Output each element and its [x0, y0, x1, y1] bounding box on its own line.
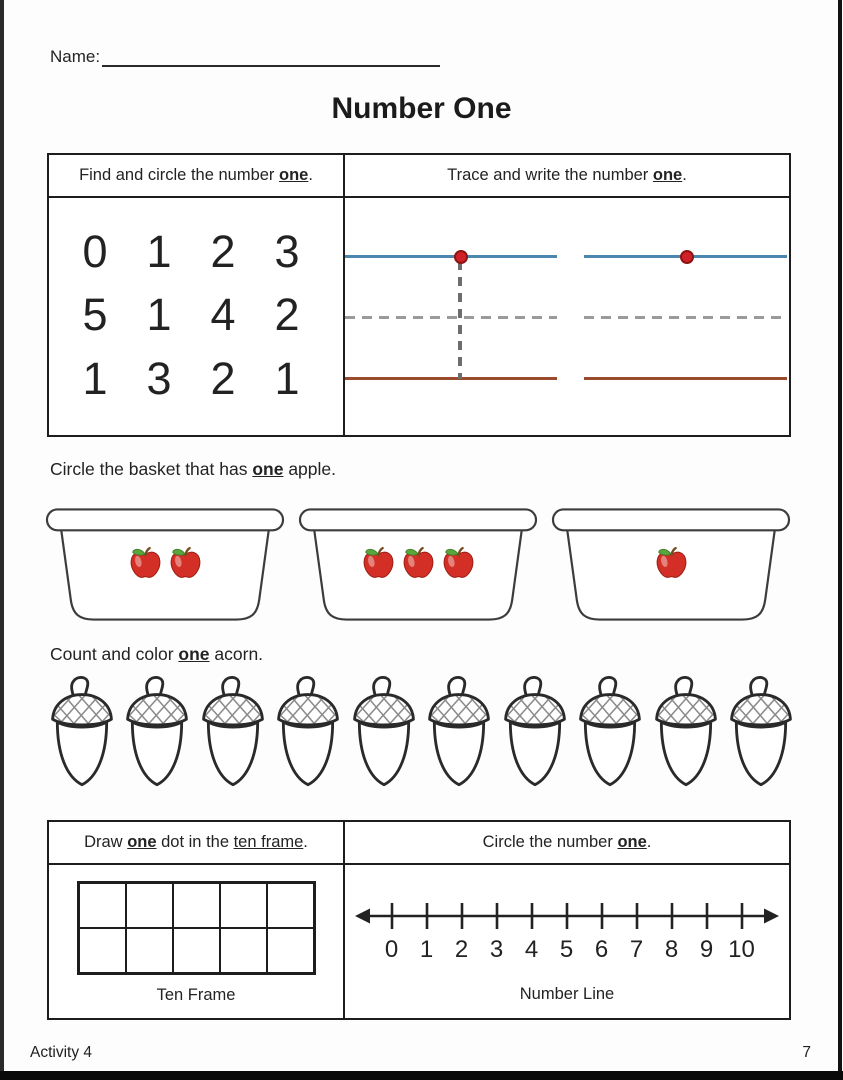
ten-frame-box[interactable] — [126, 928, 173, 973]
number-line-label[interactable]: 8 — [664, 936, 679, 963]
ten-frame-box[interactable] — [126, 883, 173, 928]
number-line-label[interactable]: 7 — [629, 936, 644, 963]
basket-instruction-suffix: apple. — [283, 459, 336, 479]
number-line-icon — [352, 894, 782, 938]
number-line-label[interactable]: 0 — [384, 936, 399, 963]
trace-start-dot — [454, 250, 468, 264]
trace-writing-area[interactable] — [345, 198, 789, 435]
apple-icon — [653, 545, 690, 582]
number-line-cell — [345, 865, 789, 1018]
find-circle-header-period: . — [308, 166, 313, 184]
trace-header-text: Trace and write the number — [447, 166, 653, 184]
number-line-labels — [352, 936, 782, 964]
tenframe-numberline-table — [47, 820, 791, 1020]
acorn-icon[interactable] — [498, 671, 572, 794]
number-line-label[interactable]: 2 — [454, 936, 469, 963]
ten-frame-box[interactable] — [79, 883, 126, 928]
apple-icon — [400, 545, 437, 582]
grid-number[interactable]: 4 — [210, 289, 236, 341]
page-edge-right — [838, 0, 842, 1080]
trace-bottom-line — [345, 377, 557, 380]
page-bottom-bar — [0, 1071, 843, 1080]
page-edge-left — [0, 0, 4, 1080]
trace-start-dot — [680, 250, 694, 264]
ten-frame-header-mid: dot in the — [156, 833, 234, 851]
grid-number[interactable]: 1 — [274, 353, 300, 405]
number-line-label[interactable]: 4 — [524, 936, 539, 963]
footer-activity-label: Activity 4 — [30, 1044, 93, 1061]
trace-lines-left — [345, 198, 557, 435]
grid-number[interactable]: 3 — [274, 225, 300, 277]
number-line-label[interactable]: 3 — [489, 936, 504, 963]
ten-frame-keyword-one: one — [127, 833, 157, 851]
apple-icon — [440, 545, 477, 582]
find-circle-header-text: Find and circle the number — [79, 166, 279, 184]
ten-frame-cell — [49, 865, 345, 1018]
ten-frame-keyword-tenframe: ten frame — [233, 833, 304, 851]
apple-group — [298, 545, 538, 582]
trace-mid-dashed-line — [584, 316, 787, 319]
footer-page-number: 7 — [802, 1044, 811, 1061]
acorn-instruction-keyword: one — [178, 644, 210, 664]
apple-icon — [127, 545, 164, 582]
number-line-label[interactable]: 10 — [728, 936, 755, 963]
number-line-label[interactable]: 1 — [419, 936, 434, 963]
acorn-instruction-text: Count and color — [50, 644, 179, 664]
number-line-label[interactable]: 6 — [594, 936, 609, 963]
grid-number[interactable]: 0 — [82, 225, 108, 277]
acorn-icon[interactable] — [724, 671, 798, 794]
number-line-label[interactable]: 9 — [699, 936, 714, 963]
find-circle-header — [49, 155, 345, 198]
ten-frame-box[interactable] — [267, 883, 314, 928]
find-circle-keyword: one — [279, 166, 309, 184]
page-title: Number One — [331, 92, 512, 125]
number-grid-cell — [49, 198, 345, 435]
number-line-label[interactable]: 5 — [559, 936, 574, 963]
ten-frame-caption: Ten Frame — [156, 986, 236, 1004]
acorn-instruction — [50, 644, 263, 665]
grid-number[interactable]: 2 — [210, 225, 236, 277]
grid-number[interactable]: 2 — [210, 353, 236, 405]
apple-icon — [360, 545, 397, 582]
trace-header — [345, 155, 789, 198]
apple-group — [45, 545, 285, 582]
find-trace-table — [47, 153, 791, 437]
ten-frame-box[interactable] — [79, 928, 126, 973]
acorn-icon[interactable] — [573, 671, 647, 794]
grid-number[interactable]: 1 — [146, 225, 172, 277]
ten-frame-box[interactable] — [267, 928, 314, 973]
acorn-icon[interactable] — [45, 671, 119, 794]
trace-number-one-guide — [458, 261, 462, 379]
acorn-instruction-suffix: acorn. — [209, 644, 264, 664]
acorn-icon[interactable] — [271, 671, 345, 794]
ten-frame-box[interactable] — [220, 928, 267, 973]
grid-number[interactable]: 1 — [146, 289, 172, 341]
basket-instruction-text: Circle the basket that has — [50, 459, 253, 479]
grid-number[interactable]: 5 — [82, 289, 108, 341]
grid-number[interactable]: 3 — [146, 353, 172, 405]
ten-frame-header-text: Draw — [84, 833, 128, 851]
basket-one-apple[interactable] — [551, 503, 791, 625]
ten-frame-box[interactable] — [173, 883, 220, 928]
trace-header-period: . — [682, 166, 687, 184]
apple-icon — [167, 545, 204, 582]
acorn-icon[interactable] — [120, 671, 194, 794]
name-label: Name: — [50, 47, 101, 66]
grid-number[interactable]: 1 — [82, 353, 108, 405]
ten-frame-box[interactable] — [220, 883, 267, 928]
number-line-header-text: Circle the number — [482, 833, 618, 851]
ten-frame — [77, 881, 316, 975]
number-grid — [49, 198, 343, 435]
ten-frame-header — [49, 822, 345, 865]
acorn-icon[interactable] — [196, 671, 270, 794]
name-row — [50, 47, 440, 67]
basket-instruction — [50, 459, 336, 480]
baskets-row — [45, 503, 792, 625]
acorn-icon[interactable] — [649, 671, 723, 794]
trace-bottom-line — [584, 377, 787, 380]
basket-three-apples[interactable] — [298, 503, 538, 625]
number-line-header — [345, 822, 789, 865]
ten-frame-box[interactable] — [173, 928, 220, 973]
apple-group — [551, 545, 791, 582]
basket-instruction-keyword: one — [252, 459, 284, 479]
number-line-keyword: one — [617, 833, 647, 851]
number-line-caption: Number Line — [519, 985, 615, 1003]
basket-two-apples[interactable] — [45, 503, 285, 625]
name-blank-line[interactable] — [102, 48, 440, 67]
trace-keyword: one — [652, 166, 683, 184]
trace-mid-dashed-line — [345, 316, 557, 319]
acorn-icon[interactable] — [422, 671, 496, 794]
trace-top-line — [345, 255, 557, 258]
number-line-header-period: . — [646, 833, 652, 851]
acorn-icon[interactable] — [347, 671, 421, 794]
acorns-row — [45, 671, 798, 794]
grid-number[interactable]: 2 — [274, 289, 300, 341]
trace-lines-right — [584, 198, 787, 435]
ten-frame-header-period: . — [303, 833, 308, 851]
